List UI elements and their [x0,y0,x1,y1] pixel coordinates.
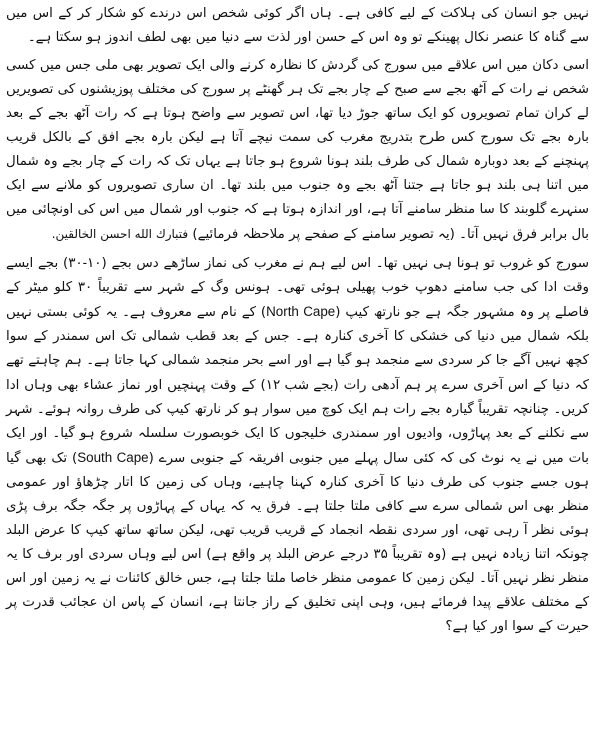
paragraph-1 [6,2,589,50]
paragraph-2-run-1: اسی دکان میں اس علاقے میں سورج کی گردش کا نظارہ کرنے والی ایک تصویر بھی ملی جس میں کسی شخص نے رات کے آٹھ بجے سے صبح کے چار بجے تک ہر گھنٹے پر سورج کی مختلف پوزیشنوں کی تصویریں لے کران تمام تصویروں کو ایک ساتھ جوڑ دیا تھا، اس تصویر سے واضح ہوتا ہے کہ رات آٹھ بجے کے بعد بارہ بجے تک سورج کس طرح بتدریج مغرب کی سمت نیچے آتا ہے لیکن بارہ بجے افق کے بالکل قریب پہنچنے کے بعد دوبارہ شمال کی طرف بلند ہونا شروع ہو جاتا ہے یہاں تک کہ رات کے چار بجے وہ شمال میں اتنا ہی بلند ہو جاتا ہے جتنا آٹھ بجے وہ جنوب میں بلند تھا۔ ان ساری تصویروں کو ملانے سے ایک سنہرے گلوبند کا سا منظر سامنے آتا ہے، اور اندازہ ہوتا ہے کہ جنوب اور شمال میں اس کی اونچائی میں بال برابر فرق نہیں آتا۔ (یہ تصویر سامنے کے صفحے پر ملاحظہ فرمائیے) [6,58,589,242]
paragraph-3-run-5: ) کے نام سے معروف ہے۔ یہ کوئی بستی نہیں بلکہ شمال میں دنیا کی خشکی کا آخری کنارہ ہے۔ جس کے بعد قطب شمالی تک اس سمندر کے سوا کچھ نہیں آگے جا کر سردی سے منجمد ہو گیا ہے اور اسے بحر منجمد شمالی کہا جاتا ہے۔ ہم چاہتے تھے کہ دنیا کے اس آخری سرے پر ہم آدھی رات ( [6,305,590,393]
paragraph-3-run-2: ۳۰-۱۰ [68,255,102,270]
paragraph-3-run-7: ) کے وقت پہنچیں اور نماز عشاء بھی وہاں ادا کریں۔ چنانچہ تقریباً گیارہ بجے رات ہم ایک کوچ میں سوار ہو کر نارتھ کیپ کی طرف روانہ ہوئے۔ شہر سے نکلنے کے بعد پہاڑوں، وادیوں اور سمندری خلیجوں کا ایک خوبصورت سلسلہ شروع ہو گیا۔ اور ایک بات میں نے یہ نوٹ کی کہ کئی سال پہلے میں جنوبی افریقہ کے جنوبی سرے ( [6,378,589,466]
paragraph-3-run-9: ) تک بھی گیا ہوں جسے جنوب کی طرف دنیا کا آخری کنارہ کہنا چاہیے، وہاں کی زمین کا اتار چڑھاؤ اور عمومی منظر بھی اس شمالی سرے سے کافی ملتا جلتا ہے۔ فرق یہ کہ یہاں کے پہاڑوں پر جگہ جگہ برف پڑی ہوئی نظر آ رہی تھی، اور سردی نقطہ انجماد کے قریب قریب تھی، لیکن ساتھ ساتھ کیپ کا عرض البلد چونکہ اتنا زیادہ نہیں ہے (وہ تقریباً ۳۵ درجے عرض البلد پر واقع ہے) اس لیے وہاں سردی اور برف کا یہ منظر نظر نہیں آتا۔ لیکن زمین کا عمومی منظر خاصا ملتا جلتا ہے، جس خالق کائنات نے یہ زمین اور اس کے مختلف علاقے پیدا فرمائے ہیں، وہی اپنی تخلیق کے راز جانتا ہے، انسان کے پاس ان عجائب قدرت پر حیرت کے سوا اور کیا ہے؟ [6,451,590,634]
paragraph-2-run-2: فتبارك الله احسن الخالقين. [51,227,189,241]
paragraph-2 [6,54,589,247]
paragraph-3-run-4: North Cape [266,304,336,319]
paragraph-1-run-1: نہیں جو انسان کی ہلاکت کے لیے کافی ہے۔ ہاں اگر کوئی شخص اس درندے کو شکار کر کے اس میں سے گناہ کا عنصر نکال پھینکے تو وہ اس کے حسن اور لذت سے دنیا میں بھی لطف اندوز ہو سکتا ہے۔ [6,6,589,45]
paragraph-3-run-3: ) بجے ایسے وقت ادا کی جب سامنے دھوپ خوب پھیلی ہوئی تھی۔ ہونس وگ کے شہر سے تقریباً ۳۰ کلو میٹر کے فاصلے پر وہ مشہور جگہ ہے جو نارتھ کیپ ( [6,256,590,320]
paragraph-3-run-6: ۱۲ بجے شب [265,377,334,392]
paragraph-3-run-8: South Cape [77,450,149,465]
paragraph-3 [6,251,589,639]
paragraph-3-run-1: سورج کو غروب تو ہونا ہی نہیں تھا۔ اس لیے ہم نے مغرب کی نماز ساڑھے دس بجے ( [101,256,589,271]
